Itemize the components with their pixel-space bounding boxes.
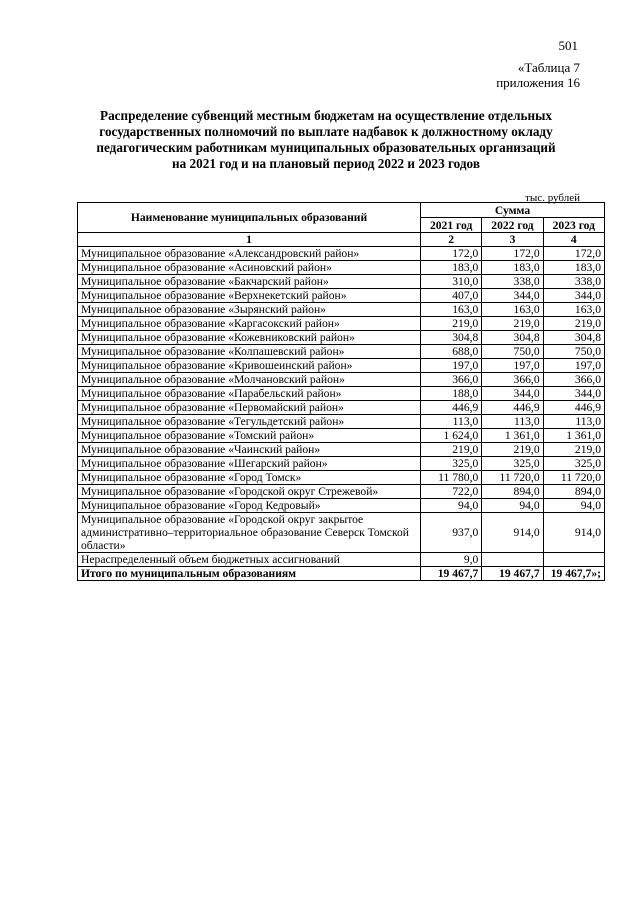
- value-2023: 94,0: [543, 499, 604, 513]
- table-row: [78, 415, 605, 429]
- value-2023: 163,0: [543, 303, 604, 317]
- value-2023: 344,0: [543, 289, 604, 303]
- value-2022: [482, 553, 543, 567]
- table-row: [78, 457, 605, 471]
- value-2022: 366,0: [482, 373, 543, 387]
- total-label: Итого по муниципальным образованиям: [78, 567, 421, 581]
- value-2021: 113,0: [421, 415, 482, 429]
- value-2021: 446,9: [421, 401, 482, 415]
- value-2022: 183,0: [482, 261, 543, 275]
- header-year-2023: 2023 год: [543, 218, 604, 233]
- row-name: Нераспределенный объем бюджетных ассигнований: [78, 553, 421, 567]
- row-name: Муниципальное образование «Бакчарский район»: [78, 275, 421, 289]
- value-2021: 937,0: [421, 513, 482, 553]
- row-name: Муниципальное образование «Каргасокский район»: [78, 317, 421, 331]
- value-2022: 446,9: [482, 401, 543, 415]
- value-2021: 9,0: [421, 553, 482, 567]
- title-line-1: Распределение субвенций местным бюджетам на осуществление отдельных: [100, 108, 552, 123]
- value-2021: 310,0: [421, 275, 482, 289]
- table-row: [78, 553, 605, 567]
- value-2021: 188,0: [421, 387, 482, 401]
- column-index-1: 1: [78, 233, 421, 247]
- header-year-2021: 2021 год: [421, 218, 482, 233]
- column-index-2: 2: [421, 233, 482, 247]
- table-body: [78, 247, 605, 581]
- value-2023: 197,0: [543, 359, 604, 373]
- table-row: [78, 513, 605, 553]
- table-row: [78, 261, 605, 275]
- subvention-table: [77, 202, 605, 581]
- table-row: [78, 499, 605, 513]
- value-2023: 183,0: [543, 261, 604, 275]
- value-2023: 1 361,0: [543, 429, 604, 443]
- table-row: [78, 471, 605, 485]
- value-2022: 894,0: [482, 485, 543, 499]
- row-name: Муниципальное образование «Первомайский район»: [78, 401, 421, 415]
- table-row: [78, 275, 605, 289]
- table-row: [78, 331, 605, 345]
- value-2021: 163,0: [421, 303, 482, 317]
- title-line-2: государственных полномочий по выплате надбавок к должностному окладу: [99, 124, 553, 139]
- value-2021: 172,0: [421, 247, 482, 261]
- table-row: [78, 429, 605, 443]
- value-2022: 750,0: [482, 345, 543, 359]
- value-2022: 914,0: [482, 513, 543, 553]
- table-reference: [496, 60, 580, 90]
- value-2022: 1 361,0: [482, 429, 543, 443]
- table-row: [78, 247, 605, 261]
- value-2023: 366,0: [543, 373, 604, 387]
- table-row: [78, 345, 605, 359]
- value-2022: 113,0: [482, 415, 543, 429]
- total-row: [78, 567, 605, 581]
- value-2023: 172,0: [543, 247, 604, 261]
- value-2021: 11 780,0: [421, 471, 482, 485]
- units-label: тыс. рублей: [525, 192, 580, 204]
- value-2021: 722,0: [421, 485, 482, 499]
- value-2022: 172,0: [482, 247, 543, 261]
- value-2021: 304,8: [421, 331, 482, 345]
- value-2022: 344,0: [482, 289, 543, 303]
- row-name: Муниципальное образование «Асиновский район»: [78, 261, 421, 275]
- table-row: [78, 317, 605, 331]
- table-row: [78, 387, 605, 401]
- value-2022: 338,0: [482, 275, 543, 289]
- table-row: [78, 289, 605, 303]
- row-name: Муниципальное образование «Городской округ Стрежевой»: [78, 485, 421, 499]
- value-2023: 219,0: [543, 443, 604, 457]
- value-2023: 446,9: [543, 401, 604, 415]
- value-2023: 325,0: [543, 457, 604, 471]
- total-2021: 19 467,7: [421, 567, 482, 581]
- value-2021: 407,0: [421, 289, 482, 303]
- value-2023: 219,0: [543, 317, 604, 331]
- table-ref-line-1: «Таблица 7: [517, 60, 580, 75]
- value-2021: 1 624,0: [421, 429, 482, 443]
- table-row: [78, 443, 605, 457]
- value-2022: 344,0: [482, 387, 543, 401]
- value-2023: 304,8: [543, 331, 604, 345]
- row-name: Муниципальное образование «Тегульдетский район»: [78, 415, 421, 429]
- table-ref-line-2: приложения 16: [496, 75, 580, 90]
- value-2021: 183,0: [421, 261, 482, 275]
- value-2022: 11 720,0: [482, 471, 543, 485]
- value-2022: 94,0: [482, 499, 543, 513]
- row-name: Муниципальное образование «Молчановский район»: [78, 373, 421, 387]
- value-2022: 304,8: [482, 331, 543, 345]
- value-2023: 894,0: [543, 485, 604, 499]
- value-2023: 344,0: [543, 387, 604, 401]
- column-index-3: 3: [482, 233, 543, 247]
- header-year-2022: 2022 год: [482, 218, 543, 233]
- value-2021: 688,0: [421, 345, 482, 359]
- value-2022: 163,0: [482, 303, 543, 317]
- row-name: Муниципальное образование «Шегарский район»: [78, 457, 421, 471]
- value-2023: 914,0: [543, 513, 604, 553]
- row-name: Муниципальное образование «Томский район»: [78, 429, 421, 443]
- table-row: [78, 303, 605, 317]
- value-2023: [543, 553, 604, 567]
- header-name-column: Наименование муниципальных образований: [78, 203, 421, 233]
- row-name: Муниципальное образование «Александровский район»: [78, 247, 421, 261]
- value-2021: 219,0: [421, 443, 482, 457]
- value-2022: 197,0: [482, 359, 543, 373]
- value-2021: 197,0: [421, 359, 482, 373]
- value-2022: 325,0: [482, 457, 543, 471]
- total-2022: 19 467,7: [482, 567, 543, 581]
- row-name: Муниципальное образование «Городской округ закрытое административно–территориальное образование Северск Томской области»: [78, 513, 421, 553]
- total-2023: 19 467,7»;: [543, 567, 604, 581]
- value-2023: 11 720,0: [543, 471, 604, 485]
- table-row: [78, 401, 605, 415]
- value-2021: 325,0: [421, 457, 482, 471]
- value-2022: 219,0: [482, 317, 543, 331]
- value-2021: 366,0: [421, 373, 482, 387]
- column-index-4: 4: [543, 233, 604, 247]
- value-2022: 219,0: [482, 443, 543, 457]
- row-name: Муниципальное образование «Парабельский район»: [78, 387, 421, 401]
- table-row: [78, 485, 605, 499]
- table-row: [78, 373, 605, 387]
- row-name: Муниципальное образование «Кожевниковский район»: [78, 331, 421, 345]
- value-2021: 94,0: [421, 499, 482, 513]
- document-title: [70, 108, 582, 172]
- title-line-3: педагогическим работникам муниципальных образовательных организаций: [96, 140, 556, 155]
- row-name: Муниципальное образование «Колпашевский район»: [78, 345, 421, 359]
- row-name: Муниципальное образование «Город Томск»: [78, 471, 421, 485]
- value-2023: 750,0: [543, 345, 604, 359]
- page-number: 501: [558, 38, 578, 53]
- row-name: Муниципальное образование «Верхнекетский район»: [78, 289, 421, 303]
- row-name: Муниципальное образование «Город Кедровый»: [78, 499, 421, 513]
- row-name: Муниципальное образование «Зырянский район»: [78, 303, 421, 317]
- value-2023: 338,0: [543, 275, 604, 289]
- value-2021: 219,0: [421, 317, 482, 331]
- value-2023: 113,0: [543, 415, 604, 429]
- row-name: Муниципальное образование «Чаинский район»: [78, 443, 421, 457]
- row-name: Муниципальное образование «Кривошеинский район»: [78, 359, 421, 373]
- header-sum: Сумма: [421, 203, 605, 218]
- table-row: [78, 359, 605, 373]
- title-line-4: на 2021 год и на плановый период 2022 и 2023 годов: [172, 156, 480, 171]
